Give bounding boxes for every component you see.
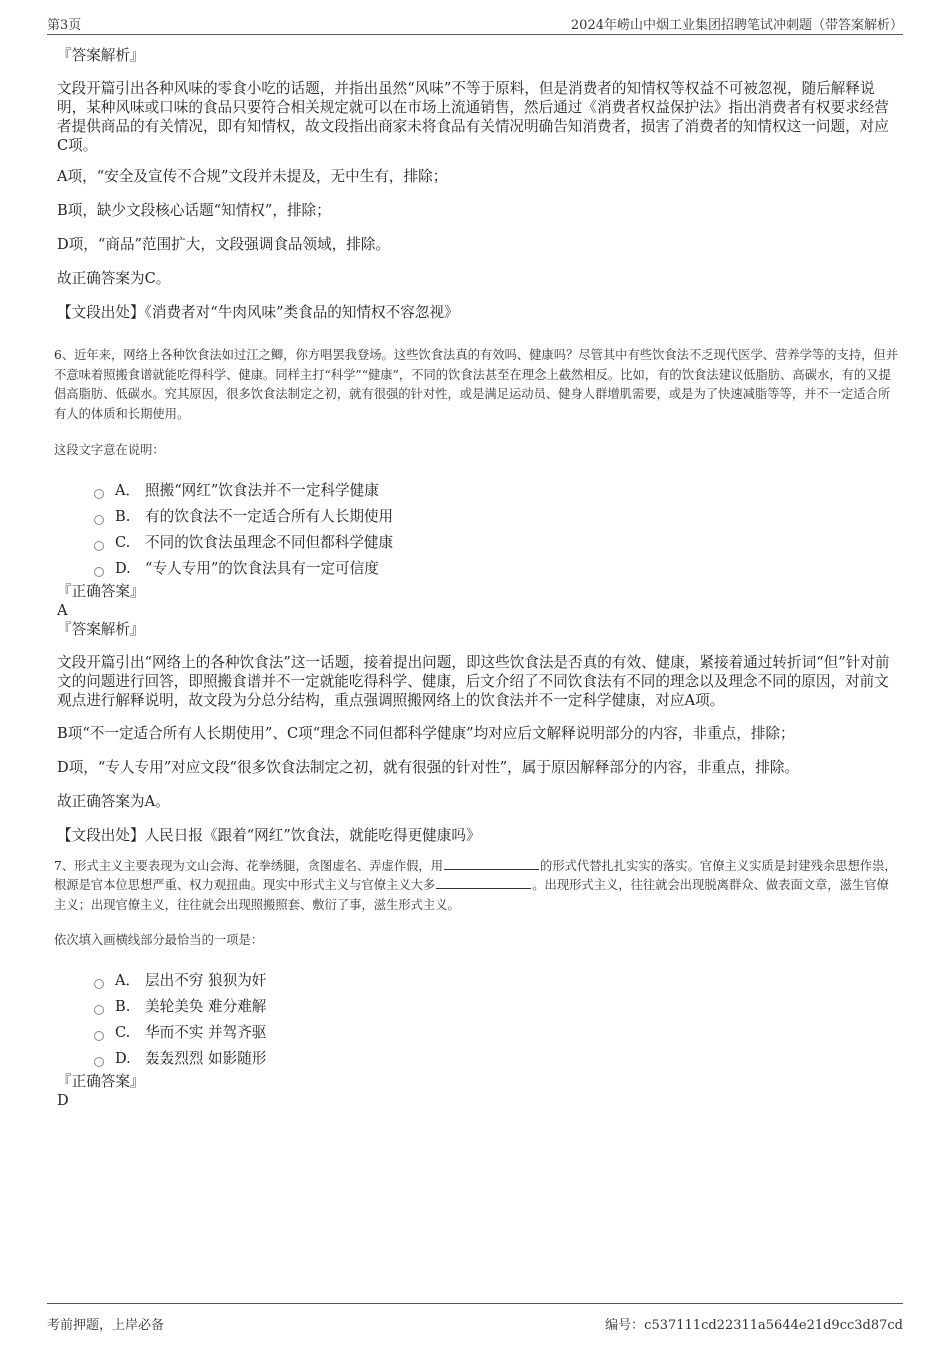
prev-analysis: 文段开篇引出各种风味的零食小吃的话题，并指出虽然“风味”不等于原料，但是消费者的知情权等权益不可被忽视，随后解释说明，某种风味或口味的食品只要符合相关规定就可以在市场上流通销售，然后通过《消费者权益保护法》指出消费者有权要求经营者提供商品的有关情况，即有知情权，故文段指出商家未将食品有关情况明确告知消费者，损害了消费者的知情权这一问题，对应C项。 (57, 80, 889, 154)
main-content (54, 46, 899, 1110)
radio-icon[interactable] (94, 1005, 104, 1015)
question-6-correct-label: 『正确答案』 (57, 582, 145, 600)
question-6-analysis: 文段开篇引出“网络上的各种饮食法”这一话题，接着提出问题，即这些饮食法是否真的有效、健康，紧接着通过转折词“但”针对前文的问题进行回答，即照搬食谱并不一定就能吃得科学、健康，后文介绍了不同饮食法有不同的理念以及理念不同的原因，对前文观点进行解释说明，故文段为分总分结构，重点强调照搬网络上的饮食法并不一定科学健康，对应A项。 (57, 653, 890, 709)
question-6-option-b[interactable]: B. 有的饮食法不一定适合所有人长期使用 (94, 504, 899, 530)
radio-icon[interactable] (94, 515, 104, 525)
document-title: 2024年崂山中烟工业集团招聘笔试冲刺题（带答案解析） (570, 18, 903, 33)
question-7-option-d[interactable]: D. 轰轰烈烈 如影随形 (94, 1046, 899, 1072)
question-7-correct-answer: D (57, 1091, 69, 1109)
question-7-correct-label: 『正确答案』 (57, 1072, 145, 1090)
radio-icon[interactable] (94, 1031, 104, 1041)
question-6-analysis-label: 『答案解析』 (57, 620, 145, 638)
radio-icon[interactable] (94, 489, 104, 499)
page-header (47, 14, 903, 35)
prev-option-d-note: D项，“商品”范围扩大，文段强调食品领域，排除。 (57, 236, 391, 253)
fill-blank-1 (444, 857, 539, 870)
question-7-option-a[interactable]: A． 层出不穷 狼狈为奸 (94, 968, 899, 994)
question-6-option-c[interactable]: C. 不同的饮食法虽理念不同但都科学健康 (94, 530, 899, 556)
question-6-option-a[interactable]: A． 照搬“网红”饮食法并不一定科学健康 (94, 478, 899, 504)
radio-icon[interactable] (94, 567, 104, 577)
radio-icon[interactable] (94, 541, 104, 551)
question-6-text: 6、近年来，网络上各种饮食法如过江之鲫，你方唱罢我登场。这些饮食法真的有效吗、健康吗？尽管其中有些饮食法不乏现代医学、营养学等的支持，但并不意味着照搬食谱就能吃得科学、健康。同样主打“科学”“健康”，不同的饮食法甚至在理念上截然相反。比如，有的饮食法建议低脂肪、高碳水，有的又提倡高脂肪、低碳水。究其原因，很多饮食法制定之初，就有很强的针对性，或是满足运动员、健身人群增肌需要，或是为了快速减脂等等，并不一定适合所有人的体质和长期使用。 (54, 348, 899, 421)
radio-icon[interactable] (94, 979, 104, 989)
question-6-conclusion: 故正确答案为A。 (57, 792, 170, 810)
question-6-bc-note: B项“不一定适合所有人长期使用”、C项“理念不同但都科学健康”均对应后文解释说明部分的内容，非重点，排除； (57, 724, 795, 742)
page-number: 第3页 (47, 18, 82, 33)
question-7-text: 7、形式主义主要表现为文山会海、花拳绣腿，贪图虚名、弄虚作假，用 的形式代替扎扎实实的落实。官僚主义实质是封建残余思想作祟，根源是官本位思想严重、权力观扭曲。现实中形式主义与官僚主义大多 。出现形式主义，往往就会出现脱离群众、做表面文章，滋生官僚主义；出现官僚主义，往往就会出现照搬照套、敷衍了事，滋生形式主义。 (54, 858, 897, 912)
prev-option-b-note: B项，缺少文段核心话题“知情权”，排除； (57, 202, 331, 219)
radio-icon[interactable] (94, 1057, 104, 1067)
fill-blank-2 (436, 876, 531, 889)
prev-option-a-note: A项，“安全及宣传不合规”文段并未提及，无中生有，排除； (57, 168, 448, 185)
footer-slogan: 考前押题，上岸必备 (47, 1318, 165, 1333)
question-7-option-b[interactable]: B. 美轮美奂 难分难解 (94, 994, 899, 1020)
question-7-option-c[interactable]: C. 华而不实 并驾齐驱 (94, 1020, 899, 1046)
question-6-d-note: D项，“专人专用”对应文段“很多饮食法制定之初，就有很强的针对性”，属于原因解释部分的内容，非重点，排除。 (57, 758, 800, 776)
question-6-option-d[interactable]: D. “专人专用”的饮食法具有一定可信度 (94, 556, 899, 582)
question-7-prompt: 依次填入画横线部分最恰当的一项是： (54, 933, 264, 947)
footer-serial: 编号：c537111cd22311a5644e21d9cc3d87cd (605, 1318, 903, 1333)
question-6-source: 【文段出处】人民日报《跟着“网红”饮食法，就能吃得更健康吗》 (57, 826, 481, 844)
prev-conclusion: 故正确答案为C。 (57, 270, 171, 287)
page-footer (47, 1303, 903, 1334)
question-6-options (94, 478, 899, 582)
question-6-prompt: 这段文字意在说明： (54, 443, 165, 457)
question-6-correct-answer: A (57, 601, 68, 619)
question-7-options (94, 968, 899, 1072)
prev-source: 【文段出处】《消费者对“牛肉风味”类食品的知情权不容忽视》 (57, 304, 459, 321)
prev-analysis-label: 『答案解析』 (57, 47, 145, 64)
